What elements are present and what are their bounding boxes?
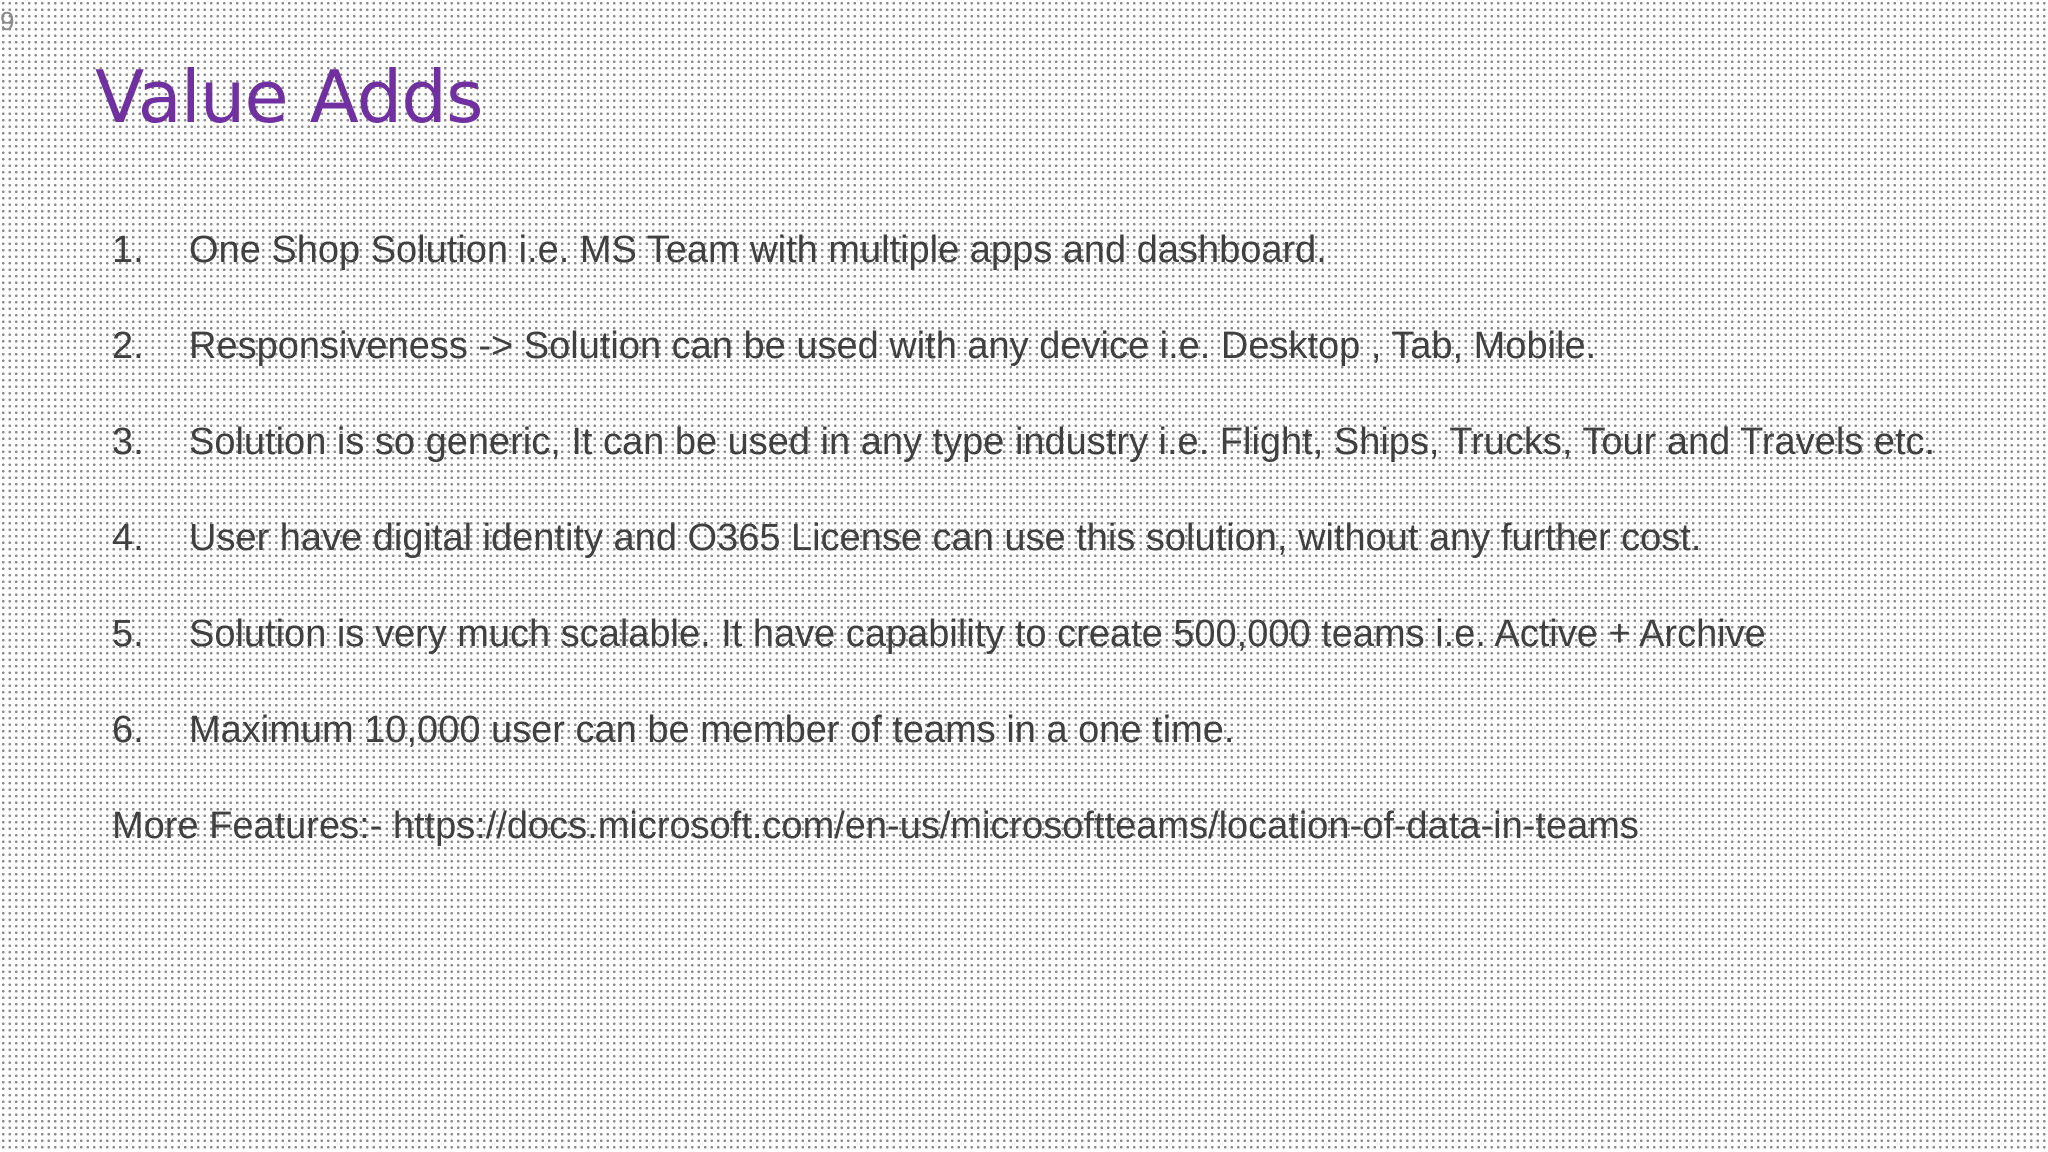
slide-title: Value Adds (95, 55, 483, 139)
list-item (112, 514, 1972, 562)
list-item (112, 226, 1972, 274)
list-item (112, 322, 1972, 370)
list-item (112, 706, 1972, 754)
list-item-number: 5. (112, 613, 144, 655)
list-item-number: 1. (112, 229, 144, 271)
list-item-text: One Shop Solution i.e. MS Team with multiple apps and dashboard. (189, 229, 1327, 271)
list-item-text: Solution is so generic, It can be used in any type industry i.e. Flight, Ships, Trucks, Tour and Travels etc. (189, 421, 1936, 463)
list-item-text: Maximum 10,000 user can be member of teams in a one time. (189, 709, 1235, 751)
list-item-text: User have digital identity and O365 License can use this solution, without any further cost. (189, 517, 1702, 559)
value-adds-list (112, 226, 1972, 850)
list-item (112, 610, 1972, 658)
slide-number: 9 (0, 6, 15, 36)
list-item-number: 2. (112, 325, 144, 367)
list-item-number: 3. (112, 421, 144, 463)
more-features-link-text: More Features:- https://docs.microsoft.com/en-us/microsoftteams/location-of-data-in-teams (112, 805, 1639, 847)
list-item-number: 4. (112, 517, 144, 559)
list-item-number: 6. (112, 709, 144, 751)
list-item (112, 418, 1972, 466)
list-item-text: Responsiveness -> Solution can be used with any device i.e. Desktop , Tab, Mobile. (189, 325, 1597, 367)
list-item-text: Solution is very much scalable. It have capability to create 500,000 teams i.e. Active + Archive (189, 613, 1766, 655)
